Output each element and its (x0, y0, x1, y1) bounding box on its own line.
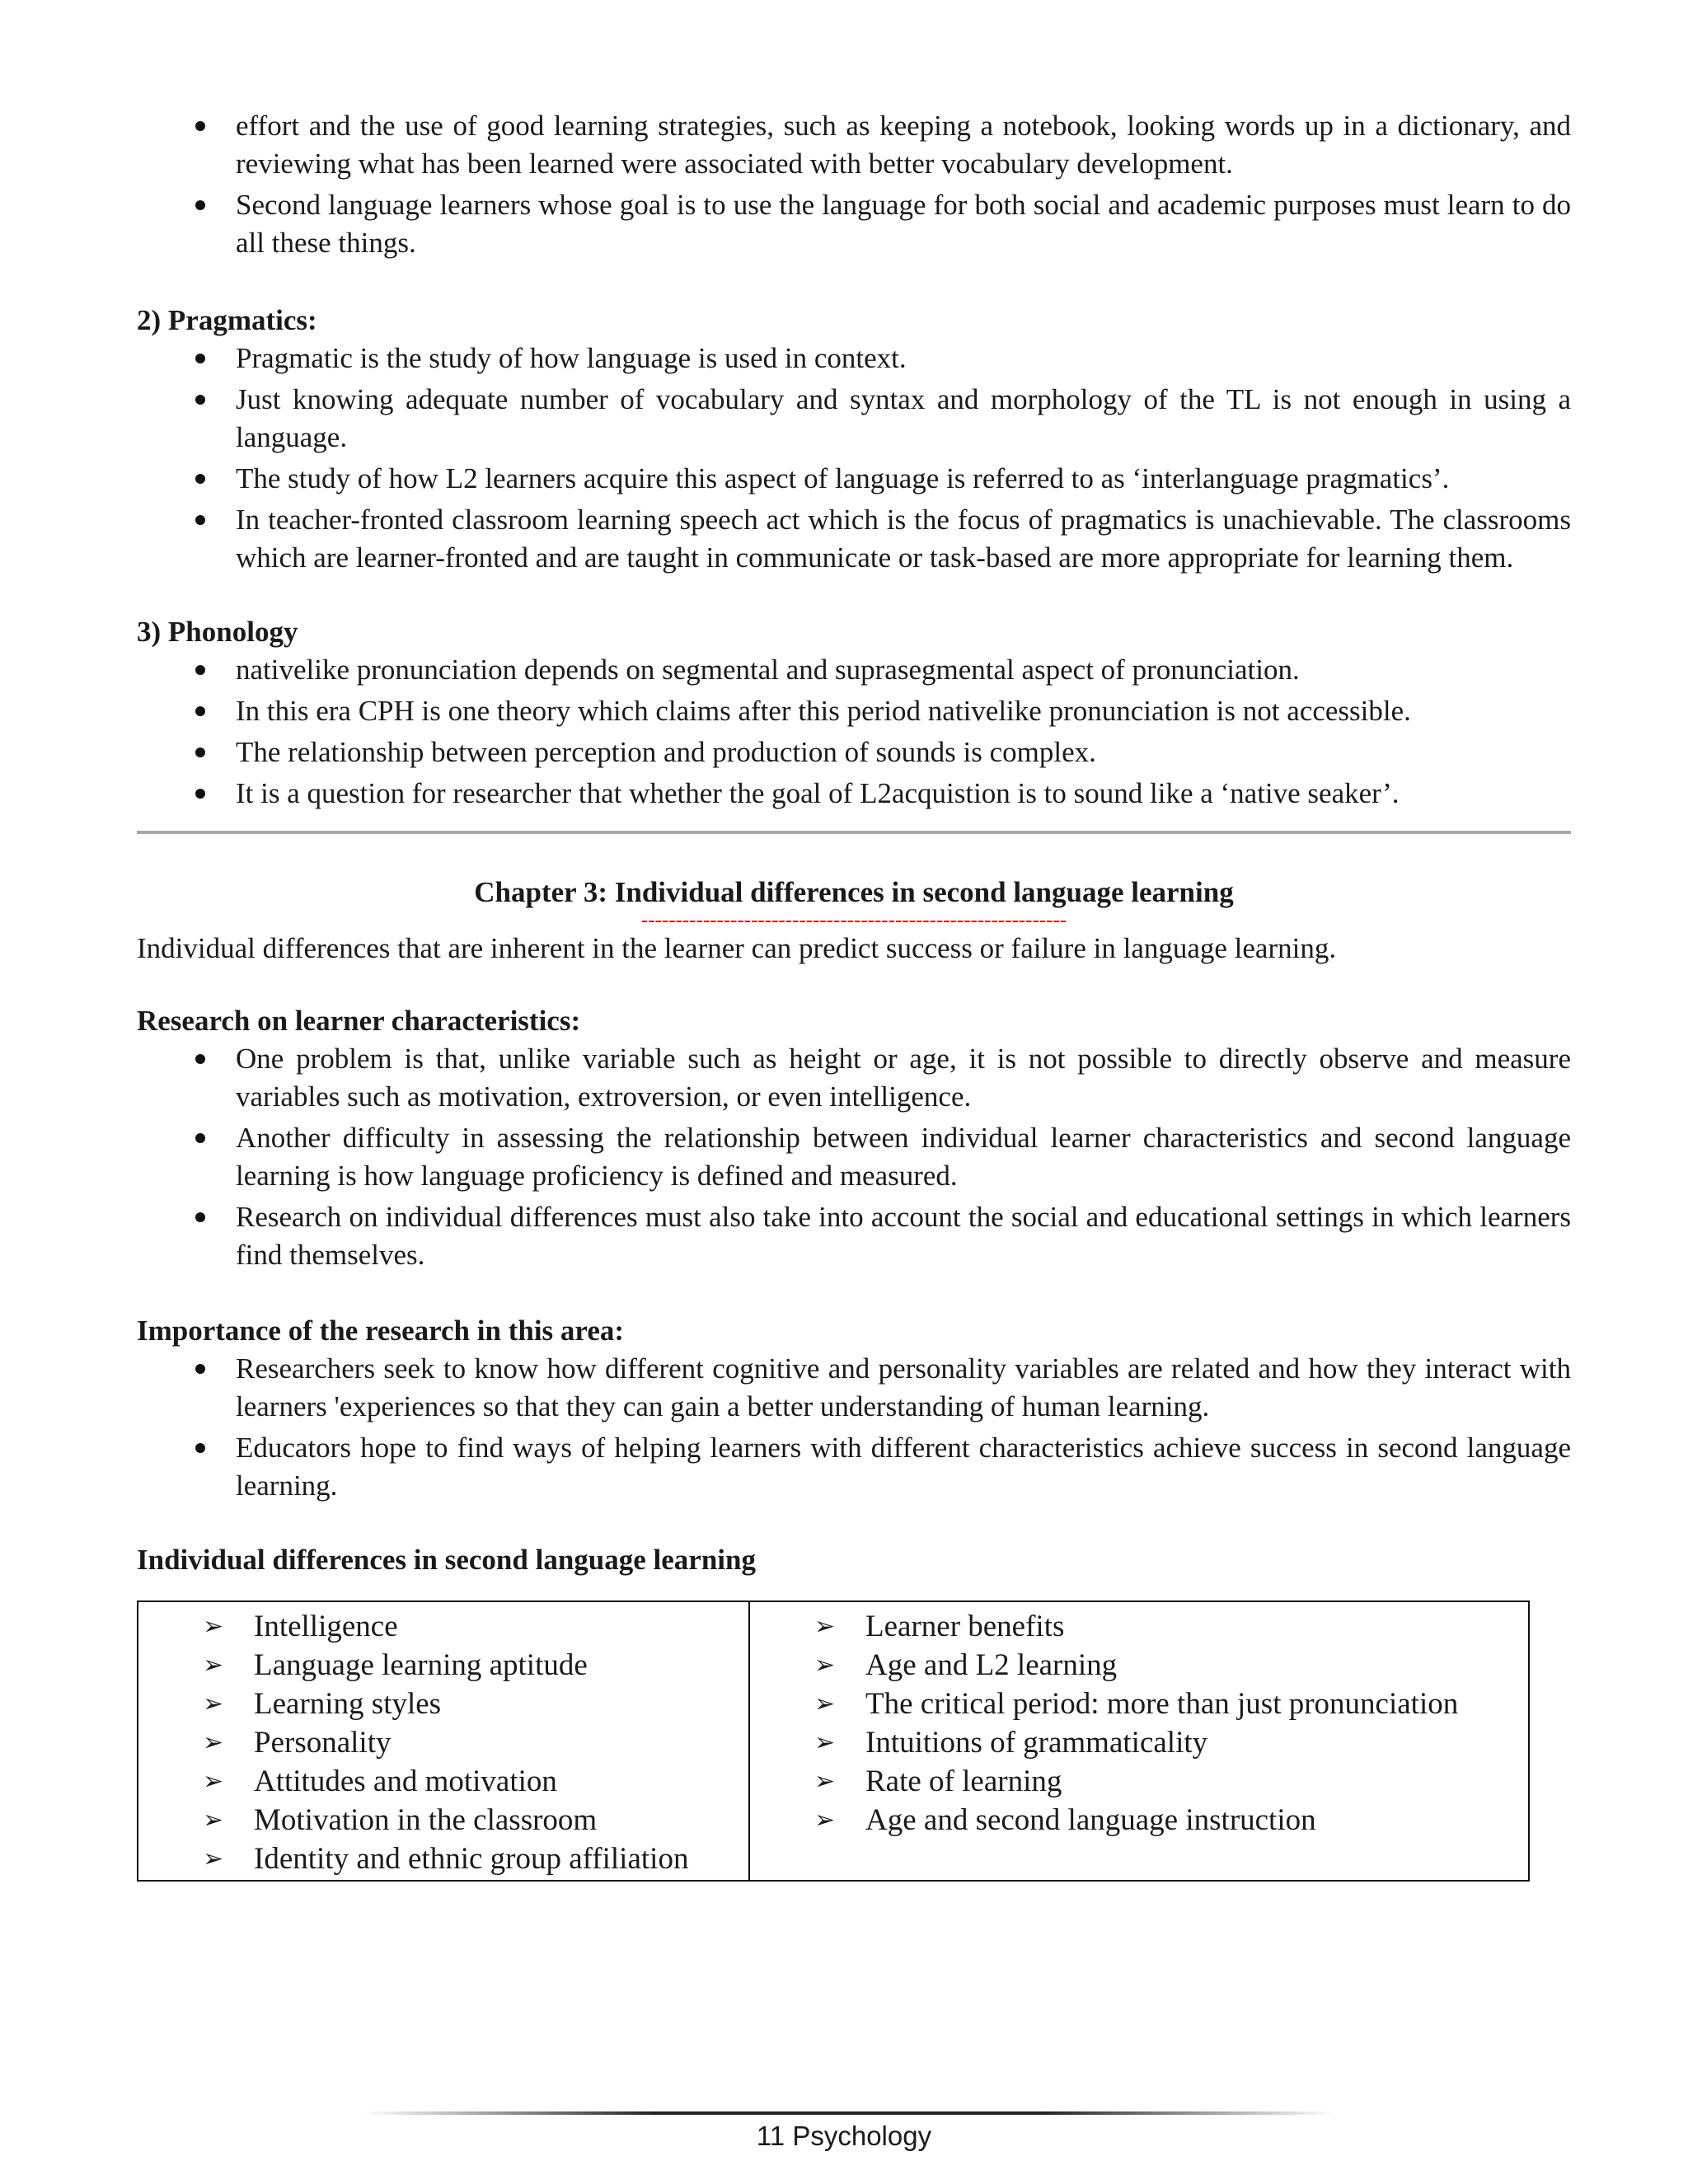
list-item: The relationship between perception and production of sounds is complex. (137, 733, 1571, 771)
arrow-bullet-icon: ➢ (814, 1690, 836, 1718)
list-item: ➢ Age and L2 learning (750, 1646, 1528, 1685)
bullet-icon (195, 395, 205, 405)
arrow-bullet-icon: ➢ (203, 1690, 224, 1718)
bullet-icon (195, 1364, 205, 1374)
chapter-title: Chapter 3: Individual differences in second language learning (474, 876, 1234, 908)
arrow-bullet-icon: ➢ (203, 1651, 224, 1680)
bullet-icon (195, 748, 205, 757)
arrow-bullet-icon: ➢ (203, 1612, 224, 1641)
importance-heading: Importance of the research in this area: (137, 1315, 625, 1347)
list-item: Researchers seek to know how different cognitive and personality variables are related and how they interact with learners 'experiences so that they can gain a better understanding of human learning. (137, 1350, 1571, 1426)
intro-bullet-list (137, 107, 1571, 262)
list-item: ➢ Identity and ethnic group affiliation (138, 1840, 748, 1878)
arrow-bullet-icon: ➢ (814, 1806, 836, 1835)
bullet-icon (195, 200, 205, 210)
arrow-bullet-icon: ➢ (203, 1728, 224, 1757)
list-item: ➢ Attitudes and motivation (138, 1762, 748, 1801)
bullet-icon (195, 474, 205, 484)
list-item: Educators hope to find ways of helping learners with different characteristics achieve success in second language learning. (137, 1429, 1571, 1505)
bullet-icon (195, 789, 205, 799)
list-item: It is a question for researcher that whether the goal of L2acquistion is to sound like a ‘native seaker’. (137, 775, 1571, 813)
arrow-bullet-icon: ➢ (203, 1767, 224, 1796)
arrow-bullet-icon: ➢ (203, 1844, 224, 1873)
pragmatics-heading: 2) Pragmatics: (137, 304, 317, 336)
bullet-icon (195, 1054, 205, 1064)
list-item: ➢ Rate of learning (750, 1762, 1528, 1801)
bullet-icon (195, 706, 205, 716)
list-item: In this era CPH is one theory which claims after this period nativelike pronunciation is not accessible. (137, 692, 1571, 730)
arrow-bullet-icon: ➢ (814, 1612, 836, 1641)
bullet-icon (195, 1133, 205, 1143)
list-item: ➢ Personality (138, 1723, 748, 1762)
research-heading: Research on learner characteristics: (137, 1005, 581, 1037)
list-item: Second language learners whose goal is to use the language for both social and academic purposes must learn to do all these things. (137, 186, 1571, 262)
chapter-intro: Individual differences that are inherent in the learner can predict success or failure in language learning. (137, 932, 1337, 964)
list-item: ➢ The critical period: more than just pronunciation (750, 1685, 1528, 1723)
list-item: ➢ Language learning aptitude (138, 1646, 748, 1685)
list-item: ➢ Age and second language instruction (750, 1801, 1528, 1840)
list-item: Pragmatic is the study of how language is used in context. (137, 340, 1571, 377)
bullet-icon (195, 515, 205, 525)
list-item: ➢ Intelligence (138, 1607, 748, 1646)
arrow-bullet-icon: ➢ (203, 1806, 224, 1835)
arrow-bullet-icon: ➢ (814, 1767, 836, 1796)
list-item: nativelike pronunciation depends on segmental and suprasegmental aspect of pronunciation. (137, 651, 1571, 689)
list-item: ➢ Learner benefits (750, 1607, 1528, 1646)
arrow-bullet-icon: ➢ (814, 1651, 836, 1680)
page-footer: 11 Psychology (756, 2121, 932, 2151)
list-item: One problem is that, unlike variable such as height or age, it is not possible to directly observe and measure variables such as motivation, extroversion, or even intelligence. (137, 1040, 1571, 1116)
arrow-bullet-icon: ➢ (814, 1728, 836, 1757)
bullet-icon (195, 665, 205, 675)
list-item: effort and the use of good learning strategies, such as keeping a notebook, looking words up in a dictionary, and reviewing what has been learned were associated with better vocabulary development. (137, 107, 1571, 183)
list-item: ➢ Motivation in the classroom (138, 1801, 748, 1840)
differences-heading: Individual differences in second language learning (137, 1544, 756, 1576)
phonology-heading: 3) Phonology (137, 616, 298, 648)
bullet-icon (195, 1212, 205, 1222)
importance-bullet-list (137, 1350, 1571, 1505)
document-page (137, 107, 1571, 1882)
differences-right-column (749, 1601, 1529, 1881)
list-item: Another difficulty in assessing the relationship between individual learner characteristics and second language learning is how language proficiency is defined and measured. (137, 1119, 1571, 1195)
bullet-icon (195, 354, 205, 363)
list-item: The study of how L2 learners acquire this aspect of language is referred to as ‘interlanguage pragmatics’. (137, 460, 1571, 498)
phonology-bullet-list (137, 651, 1571, 813)
pragmatics-bullet-list (137, 340, 1571, 577)
list-item: ➢ Intuitions of grammaticality (750, 1723, 1528, 1762)
bullet-icon (195, 121, 205, 131)
bullet-icon (195, 1443, 205, 1453)
red-dashed-underline: -------------------------------------------------------------- (640, 912, 1067, 930)
differences-left-column (138, 1601, 749, 1881)
list-item: ➢ Learning styles (138, 1685, 748, 1723)
differences-table (137, 1601, 1530, 1882)
footer-divider (363, 2111, 1335, 2115)
list-item: In teacher-fronted classroom learning speech act which is the focus of pragmatics is unachievable. The classrooms which are learner-fronted and are taught in communicate or task-based are more appropriate for learning them. (137, 501, 1571, 577)
list-item: Just knowing adequate number of vocabulary and syntax and morphology of the TL is not enough in using a language. (137, 381, 1571, 457)
list-item: Research on individual differences must also take into account the social and educational settings in which learners find themselves. (137, 1198, 1571, 1274)
research-bullet-list (137, 1040, 1571, 1274)
